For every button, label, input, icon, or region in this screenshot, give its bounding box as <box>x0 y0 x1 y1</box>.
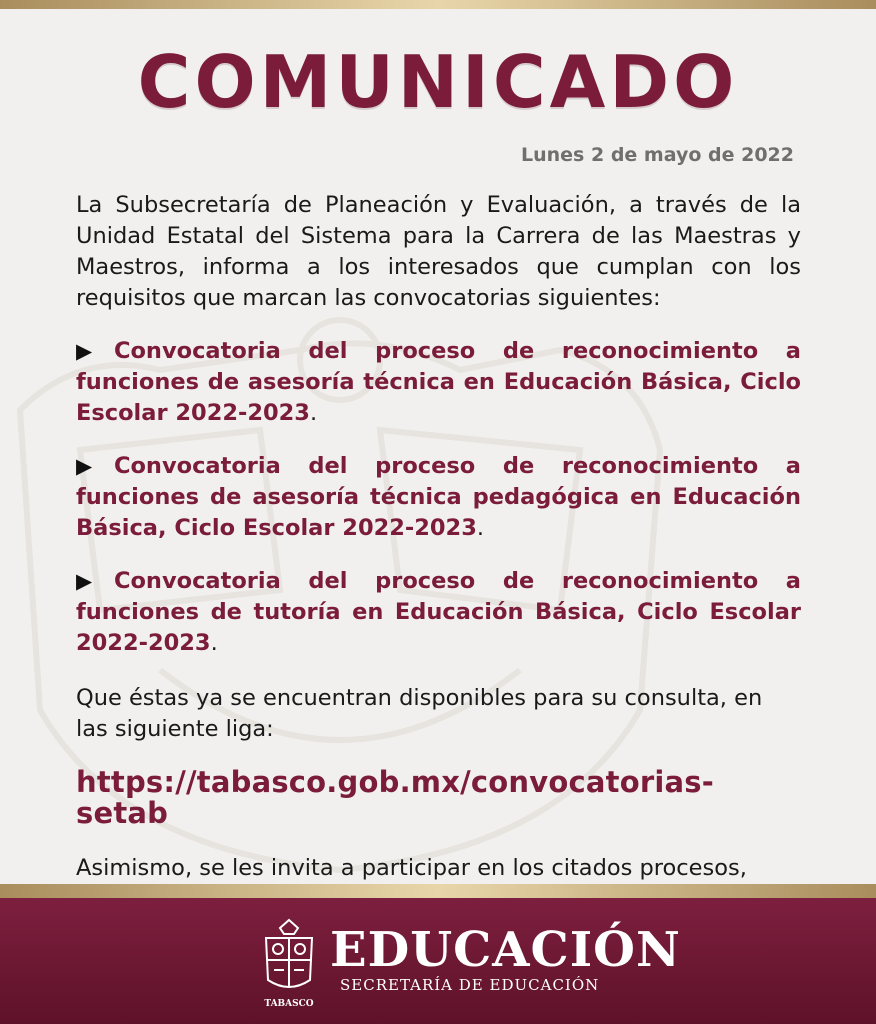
convocatoria-title-2: Convocatoria del proceso de reconocimiento a funciones de asesoría técnica pedagógica en Educación Básica, Ciclo Escolar 2022-2023 <box>76 453 801 541</box>
page-title: COMUNICADO <box>137 40 739 124</box>
invitation-paragraph: Asimismo, se les invita a participar en los citados procesos, <box>76 855 747 881</box>
education-brand: EDUCACIÓN <box>330 922 681 978</box>
date-label: Lunes 2 de mayo de 2022 <box>521 144 794 166</box>
convocatoria-title-3: Convocatoria del proceso de reconocimiento a funciones de tutoría en Educación Básica, Ciclo Escolar 2022-2023 <box>76 568 801 656</box>
availability-paragraph: Que éstas ya se encuentran disponibles para su consulta, en las siguiente liga: <box>76 685 763 742</box>
bullet-arrow-icon: ▶ <box>76 454 112 478</box>
bullet-arrow-icon: ▶ <box>76 339 112 363</box>
top-gold-band <box>0 0 876 9</box>
footer-banner <box>0 898 876 1024</box>
bullet-arrow-icon: ▶ <box>76 569 112 593</box>
convocatoria-item-1 <box>76 336 801 429</box>
intro-paragraph: La Subsecretaría de Planeación y Evaluación, a través de la Unidad Estatal del Sistema para la Carrera de las Maestras y Maestros, informa a los interesados que cumplan con los requisitos que marcan las convocatorias siguientes: <box>76 192 801 311</box>
announcement-body <box>76 190 801 915</box>
convocatoria-item-3 <box>76 566 801 659</box>
item-period: . <box>210 630 218 656</box>
bottom-gold-band <box>0 884 876 898</box>
item-period: . <box>476 515 485 541</box>
convocatoria-title-1: Convocatoria del proceso de reconocimiento a funciones de asesoría técnica en Educación Básica, Ciclo Escolar 2022-2023 <box>76 338 801 426</box>
convocatorias-link[interactable]: https://tabasco.gob.mx/convocatorias-setab <box>76 765 714 830</box>
seal-label: TABASCO <box>264 999 314 1009</box>
convocatoria-item-2 <box>76 451 801 544</box>
secretaria-subtitle: SECRETARÍA DE EDUCACIÓN <box>340 976 600 994</box>
tabasco-coat-of-arms-icon <box>258 918 320 1010</box>
item-period: . <box>309 400 318 426</box>
